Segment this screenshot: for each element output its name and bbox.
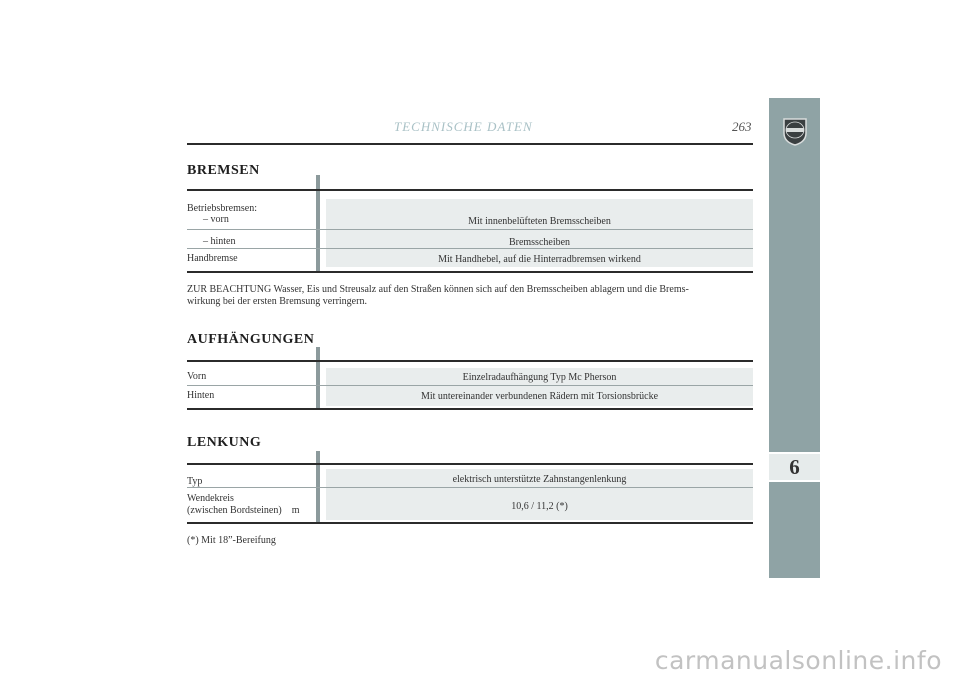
- chapter-sidebar: [769, 98, 820, 578]
- table-top-rule: [187, 189, 753, 191]
- table-bottom-rule: [187, 522, 753, 524]
- brakes-hand-label: Handbremse: [187, 253, 238, 264]
- lancia-shield-icon: [781, 116, 809, 146]
- row-divider: [187, 487, 753, 488]
- brakes-front-value: Mit innenbelüfteten Bremsscheiben: [468, 216, 611, 227]
- steering-turning-label: Wendekreis: [187, 493, 234, 504]
- suspension-front-label: Vorn: [187, 371, 207, 382]
- steering-turning-sublabel: (zwischen Bordsteinen) m: [187, 505, 300, 516]
- brakes-hand-value: Mit Handhebel, auf die Hinterradbremsen wirkend: [438, 254, 641, 265]
- steering-type-value: elektrisch unterstützte Zahnstangenlenkung: [452, 474, 627, 485]
- watermark: carmanualsonline.info: [654, 646, 942, 675]
- suspension-front-value: Einzelradaufhängung Typ Mc Pherson: [462, 372, 617, 383]
- table-bottom-rule: [187, 408, 753, 410]
- brakes-note-line: ZUR BEACHTUNG Wasser, Eis und Streusalz auf den Straßen können sich auf den Bremsscheiben ablagern und die Brems-: [187, 284, 689, 295]
- row-divider: [187, 229, 753, 230]
- suspension-rear-label: Hinten: [187, 390, 215, 401]
- row-divider: [187, 385, 753, 386]
- steering-type-label: Typ: [187, 476, 203, 487]
- header-divider: [187, 143, 753, 145]
- suspension-rear-value: Mit untereinander verbundenen Rädern mit Torsionsbrücke: [420, 391, 659, 402]
- brakes-rear-value: Bremsscheiben: [508, 237, 571, 248]
- brakes-service-label: Betriebsbremsen:: [187, 203, 257, 214]
- section-title-brakes: BREMSEN: [187, 163, 260, 178]
- steering-turning-value: 10,6 / 11,2 (*): [511, 501, 568, 512]
- brakes-note-line: wirkung bei der ersten Bremsung verringern.: [187, 296, 367, 307]
- brakes-note: [187, 284, 753, 308]
- table-top-rule: [187, 463, 753, 465]
- table-top-rule: [187, 360, 753, 362]
- brakes-rear-label: – hinten: [203, 236, 236, 247]
- page-header-title: TECHNISCHE DATEN: [394, 119, 533, 134]
- brakes-front-label: – vorn: [203, 214, 229, 225]
- footnote: (*) Mit 18”-Bereifung: [187, 535, 276, 546]
- section-divider-bar: [316, 347, 320, 409]
- page-number: 263: [732, 119, 752, 134]
- table-bottom-rule: [187, 271, 753, 273]
- chapter-number: 6: [769, 452, 820, 482]
- section-title-steering: LENKUNG: [187, 435, 262, 450]
- section-title-suspension: AUFHÄNGUNGEN: [187, 332, 315, 347]
